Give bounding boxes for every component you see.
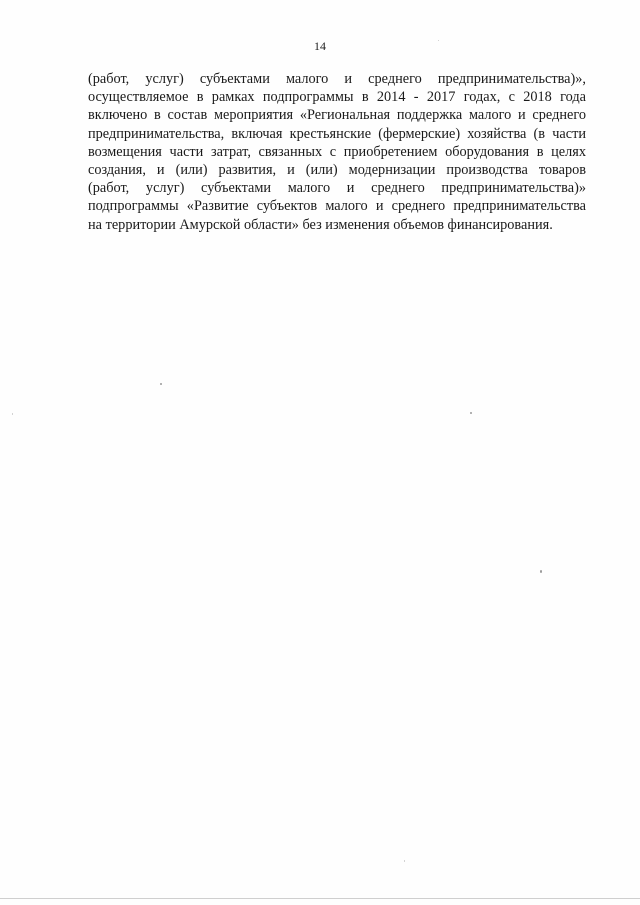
page-number: 14 (314, 39, 326, 53)
scan-speck (540, 570, 542, 573)
text-line: (работ, услуг) субъектами малого и среднего предпринимательства)», (88, 71, 586, 87)
text-line: подпрограммы «Развитие субъектов малого и среднего предпринимательства (88, 198, 586, 215)
text-line: осуществляемое в рамках подпрограммы в 2014 - 2017 годах, с 2018 года (88, 89, 586, 106)
scan-speck (470, 412, 472, 414)
text-line: возмещения части затрат, связанных с приобретением оборудования в целях (88, 143, 586, 160)
text-line: включено в состав мероприятия «Региональная поддержка малого и среднего (88, 107, 586, 124)
scan-speck (12, 413, 13, 415)
text-line: предпринимательства, включая крестьянские (фермерские) хозяйства (в части (88, 125, 586, 142)
scan-speck (438, 40, 439, 41)
scan-speck (404, 860, 405, 862)
scan-bottom-edge (0, 898, 640, 899)
body-paragraph (88, 70, 586, 234)
text-line: на территории Амурской области» без изменения объемов финансирования. (88, 216, 553, 233)
scan-speck (160, 383, 162, 385)
text-line: создания, и (или) развития, и (или) модернизации производства товаров (88, 162, 586, 179)
text-line: (работ, услуг) субъектами малого и среднего предпринимательства)» (88, 180, 586, 197)
